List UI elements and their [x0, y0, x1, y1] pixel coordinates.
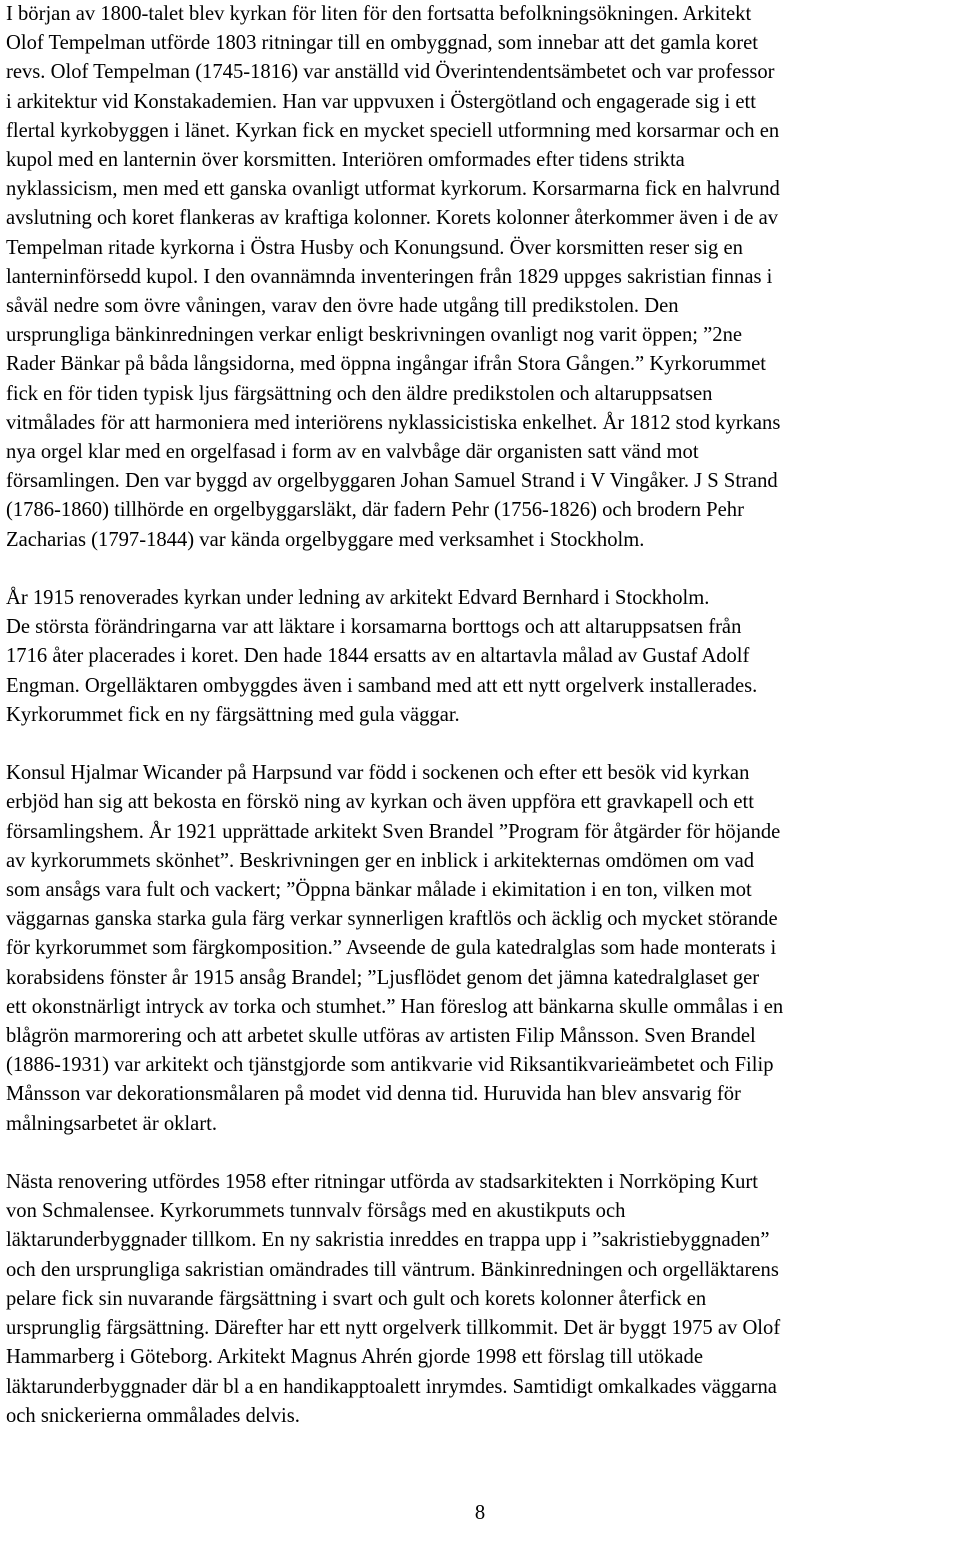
- paragraph-spacer: [6, 1139, 954, 1168]
- paragraph-1958-renovation: Nästa renovering utfördes 1958 efter ritningar utförda av stadsarkitekten i Norrköping Kurt von Schmalensee. Kyrkorummets tunnvalv försågs med en akustikputs och läktarunderbyggnader tillkom. En ny sakristia inreddes en trappa upp i ”sakristiebyggnaden” och den ursprungliga sakristian omändrades till väntrum. Bänkinredningen och orgelläktarens pelare fick sin nuvarande färgsättning i svart och gult och korets kolonner återfick en ursprunglig färgsättning. Därefter har ett nytt orgelverk tillkommit. Det är byggt 1975 av Olof Hammarberg i Göteborg. Arkitekt Magnus Ahrén gjorde 1998 ett förslag till utökade läktarunderbyggnader där bl a en handikapptoalett inrymdes. Samtidigt omkalkades väggarna och snickerierna ommålades delvis.: [6, 1171, 781, 1427]
- paragraph-wicander-brandel: Konsul Hjalmar Wicander på Harpsund var född i sockenen och efter ett besök vid kyrkan erbjöd han sig att bekosta en förskö ning av kyrkan och även uppföra ett gravkapell och ett församlingshem. År 1921 upprättade arkitekt Sven Brandel ”Program för åtgärder för höjande av kyrkorummets skönhet”. Beskrivningen ger en inblick i arkitekternas omdömen om vad som ansågs vara fult och vackert; ”Öppna bänkar målade i ekimitation i en ton, vilken mot väggarnas ganska starka gula färg verkar synnerligen kraftlös och äcklig och mycket störande för kyrkorummet som färgkomposition.” Avseende de gula katedralglas som hade monterats i korabsidens fönster år 1915 ansåg Brandel; ”Ljusflödet genom det jämna katedralglaset ger ett okonstnärligt intryck av torka och stumhet.” Han föreslog att bänkarna skulle ommålas i en blågrön marmorering och att arbetet skulle utföras av artisten Filip Månsson. Sven Brandel (1886-1931) var arkitekt och tjänstgjorde som antikvarie vid Riksantikvarieämbetet och Filip Månsson var dekorationsmålaren på modet vid denna tid. Huruvida han blev ansvarig för målningsarbetet är oklart.: [6, 762, 784, 1135]
- paragraph-spacer: [6, 730, 954, 759]
- paragraph-1915-renovation: År 1915 renoverades kyrkan under ledning av arkitekt Edvard Bernhard i Stockholm. De största förändringarna var att läktare i korsamarna borttogs och att altaruppsatsen från 1716 åter placerades i koret. Den hade 1844 ersatts av en altartavla målad av Gustaf Adolf Engman. Orgelläktaren ombyggdes även i samband med att ett nytt orgelverk installerades. Kyrkorummet fick en ny färgsättning med gula väggar.: [6, 587, 758, 726]
- page-number: 8: [474, 1502, 486, 1524]
- paragraph-spacer: [6, 555, 954, 584]
- paragraph-1800s-rebuild: I början av 1800-talet blev kyrkan för liten för den fortsatta befolkningsökningen. Arkitekt Olof Tempelman utförde 1803 ritningar till en ombyggnad, som innebar att det gamla koret revs. Olof Tempelman (1745-1816) var anställd vid Överintendentsämbetet och var professor i arkitektur vid Konstakademien. Han var uppvuxen i Östergötland och engagerade sig i ett flertal kyrkobyggen i länet. Kyrkan fick en mycket speciell utformning med korsarmar och en kupol med en lanternin över korsmitten. Interiören omformades efter tidens strikta nyklassicism, men med ett ganska ovanligt utformat kyrkorum. Korsarmarna fick en halvrund avslutning och koret flankeras av kraftiga kolonner. Korets kolonner återkommer även i de av Tempelman ritade kyrkorna i Östra Husby och Konungsund. Över korsmitten reser sig en lanterninförsedd kupol. I den ovannämnda inventeringen från 1829 uppges sakristian finnas i såväl nedre som övre våningen, varav den övre hade utgång till predikstolen. Den ursprungliga bänkinredningen verkar enligt beskrivningen ovanligt nog varit öppen; ”2ne Rader Bänkar på båda långsidorna, med öppna ingångar ifrån Stora Gången.” Kyrkorummet fick en för tiden typisk ljus färgsättning och den äldre predikstolen och altaruppsatsen vitmålades för att harmoniera med interiörens nyklassicistiska enkelhet. År 1812 stod kyrkans nya orgel klar med en orgelfasad i form av en valvbåge där organisten satt vänd mot församlingen. Den var byggd av orgelbyggaren Johan Samuel Strand i V Vingåker. J S Strand (1786-1860) tillhörde en orgelbyggarsläkt, där fadern Pehr (1756-1826) och brodern Pehr Zacharias (1797-1844) var kända orgelbyggare med verksamhet i Stockholm.: [6, 3, 781, 551]
